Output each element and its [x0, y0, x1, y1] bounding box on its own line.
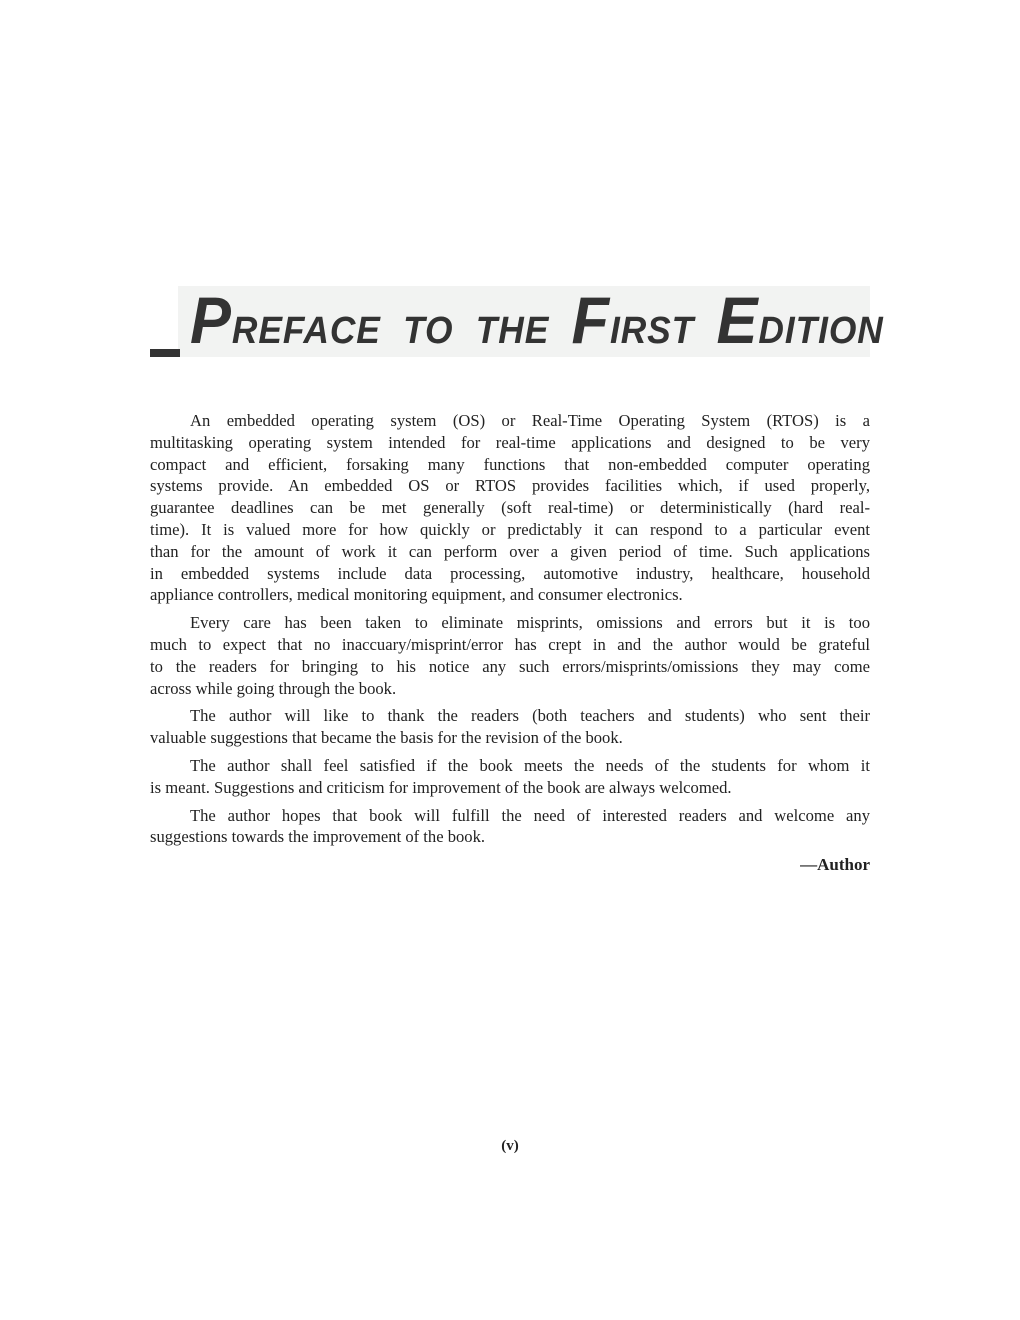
text-line: guarantee deadlines can be met generally (soft real-time) or deterministically (hard real- [150, 498, 870, 518]
text-line: much to expect that no inaccuary/misprint/error has crept in and the author would be grateful [150, 634, 870, 654]
title-word [190, 284, 381, 356]
paragraph [150, 410, 870, 606]
title-initial: F [571, 283, 610, 357]
text-line: Every care has been taken to eliminate misprints, omissions and errors but it is too [190, 613, 870, 633]
text-line: The author shall feel satisfied if the book meets the needs of the students for whom it [190, 755, 870, 775]
text-line: is meant. Suggestions and criticism for improvement of the book are always welcomed. [150, 777, 732, 797]
text-line: to the readers for bringing to his notice any such errors/misprints/omissions they may come [150, 656, 870, 676]
paragraph [150, 705, 870, 749]
text-line: multitasking operating system intended for real-time applications and designed to be very [150, 432, 870, 452]
text-line: across while going through the book. [150, 678, 397, 698]
title-word [476, 310, 549, 353]
title-smallcaps: DITION [758, 310, 884, 352]
paragraph [150, 612, 870, 699]
paragraph [150, 755, 870, 799]
text-line: An embedded operating system (OS) or Real-Time Operating System (RTOS) is a [190, 411, 870, 430]
title-smallcaps: REFACE [231, 310, 381, 352]
page-number: (v) [501, 1138, 519, 1154]
title-accent-bar [150, 349, 180, 357]
title-initial: E [716, 283, 759, 357]
text-line: The author will like to thank the readers (both teachers and students) who sent their [190, 706, 870, 726]
text-line: suggestions towards the improvement of the book. [150, 827, 486, 847]
signature: —Author [800, 855, 870, 875]
text-line: systems provide. An embedded OS or RTOS provides facilities which, if used properly, [150, 476, 870, 496]
preface-body [150, 410, 870, 876]
page-title [190, 283, 884, 357]
text-line: The author hopes that book will fulfill the need of interested readers and welcome any [190, 805, 870, 825]
text-line: valuable suggestions that became the basis for the revision of the book. [150, 728, 623, 748]
title-initial: P [190, 283, 232, 357]
title-smallcaps: THE [475, 310, 550, 352]
text-line: compact and efficient, forsaking many functions that non-embedded computer operating [150, 454, 870, 474]
title-smallcaps: IRST [609, 310, 695, 352]
title-word [403, 310, 453, 353]
text-line: in embedded systems include data processing, automotive industry, healthcare, household [150, 563, 870, 583]
text-line: appliance controllers, medical monitoring equipment, and consumer electronics. [150, 585, 683, 605]
title-word [572, 284, 695, 356]
text-line: time). It is valued more for how quickly or predictably it can respond to a particular event [150, 519, 870, 539]
title-word [717, 284, 884, 356]
paragraph [150, 805, 870, 849]
title-smallcaps: TO [403, 310, 454, 352]
text-line: than for the amount of work it can perform over a given period of time. Such applications [150, 541, 870, 561]
